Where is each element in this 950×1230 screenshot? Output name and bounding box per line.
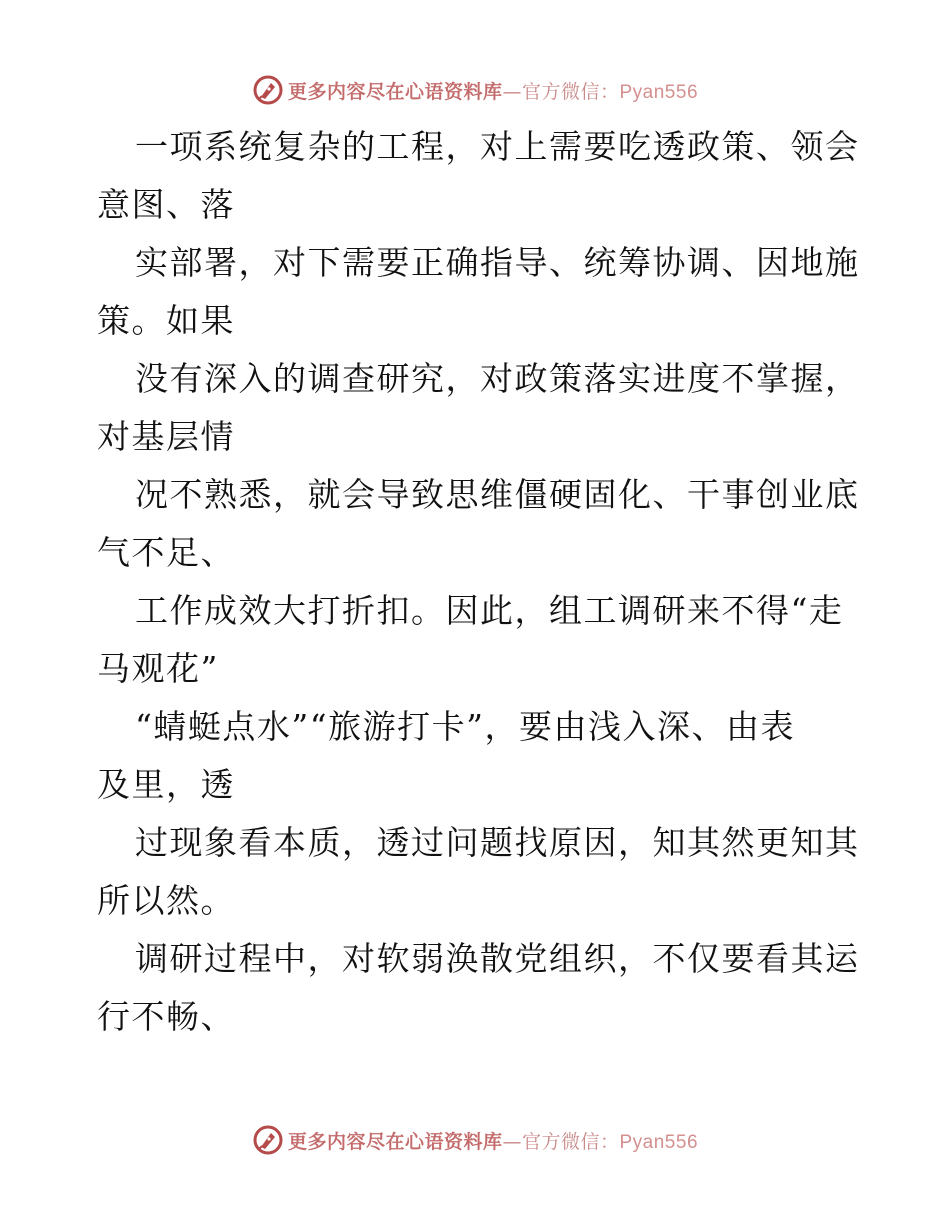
text-line: 气不足、 bbox=[97, 533, 235, 572]
text-line: 工作成效大打折扣。因此，组工调研来不得“走 bbox=[135, 591, 844, 630]
footer-brand-main: 更多内容尽在心语资料库 bbox=[287, 1130, 503, 1153]
footer-brand-wechat: 官方微信： bbox=[521, 1130, 620, 1153]
header-brand-wechat: 官方微信： bbox=[521, 80, 620, 103]
text-line: “蜻蜓点水”“旅游打卡”，要由浅入深、由表 bbox=[135, 707, 795, 746]
text-line: 行不畅、 bbox=[97, 997, 235, 1036]
text-line: 况不熟悉，就会导致思维僵硬固化、干事创业底 bbox=[135, 475, 860, 514]
footer-brand-dash: — bbox=[502, 1130, 522, 1153]
text-line: 对基层情 bbox=[97, 417, 235, 456]
footer-brand-text bbox=[288, 1127, 698, 1154]
footer-brand-id: Pyan556 bbox=[619, 1131, 699, 1153]
header-brand-id: Pyan556 bbox=[619, 81, 699, 103]
text-line: 意图、落 bbox=[97, 185, 235, 224]
text-line: 所以然。 bbox=[97, 881, 235, 920]
text-line: 实部署，对下需要正确指导、统筹协调、因地施 bbox=[135, 243, 860, 282]
text-line: 一项系统复杂的工程，对上需要吃透政策、领会 bbox=[135, 127, 860, 166]
text-line: 过现象看本质，透过问题找原因，知其然更知其 bbox=[135, 823, 860, 862]
text-line: 策。如果 bbox=[97, 301, 235, 340]
pen-nib-circle-icon bbox=[252, 1124, 284, 1156]
body-text bbox=[97, 118, 860, 1046]
text-line: 没有深入的调查研究，对政策落实进度不掌握， bbox=[135, 359, 860, 398]
footer-watermark bbox=[0, 1120, 950, 1160]
header-brand-text bbox=[288, 77, 698, 104]
header-brand-dash: — bbox=[502, 80, 522, 103]
text-line: 及里，透 bbox=[97, 765, 235, 804]
text-line: 马观花” bbox=[97, 649, 219, 688]
text-line: 调研过程中，对软弱涣散党组织，不仅要看其运 bbox=[135, 939, 860, 978]
pen-nib-circle-icon bbox=[252, 74, 284, 106]
header-watermark bbox=[0, 70, 950, 110]
header-brand-main: 更多内容尽在心语资料库 bbox=[287, 80, 503, 103]
